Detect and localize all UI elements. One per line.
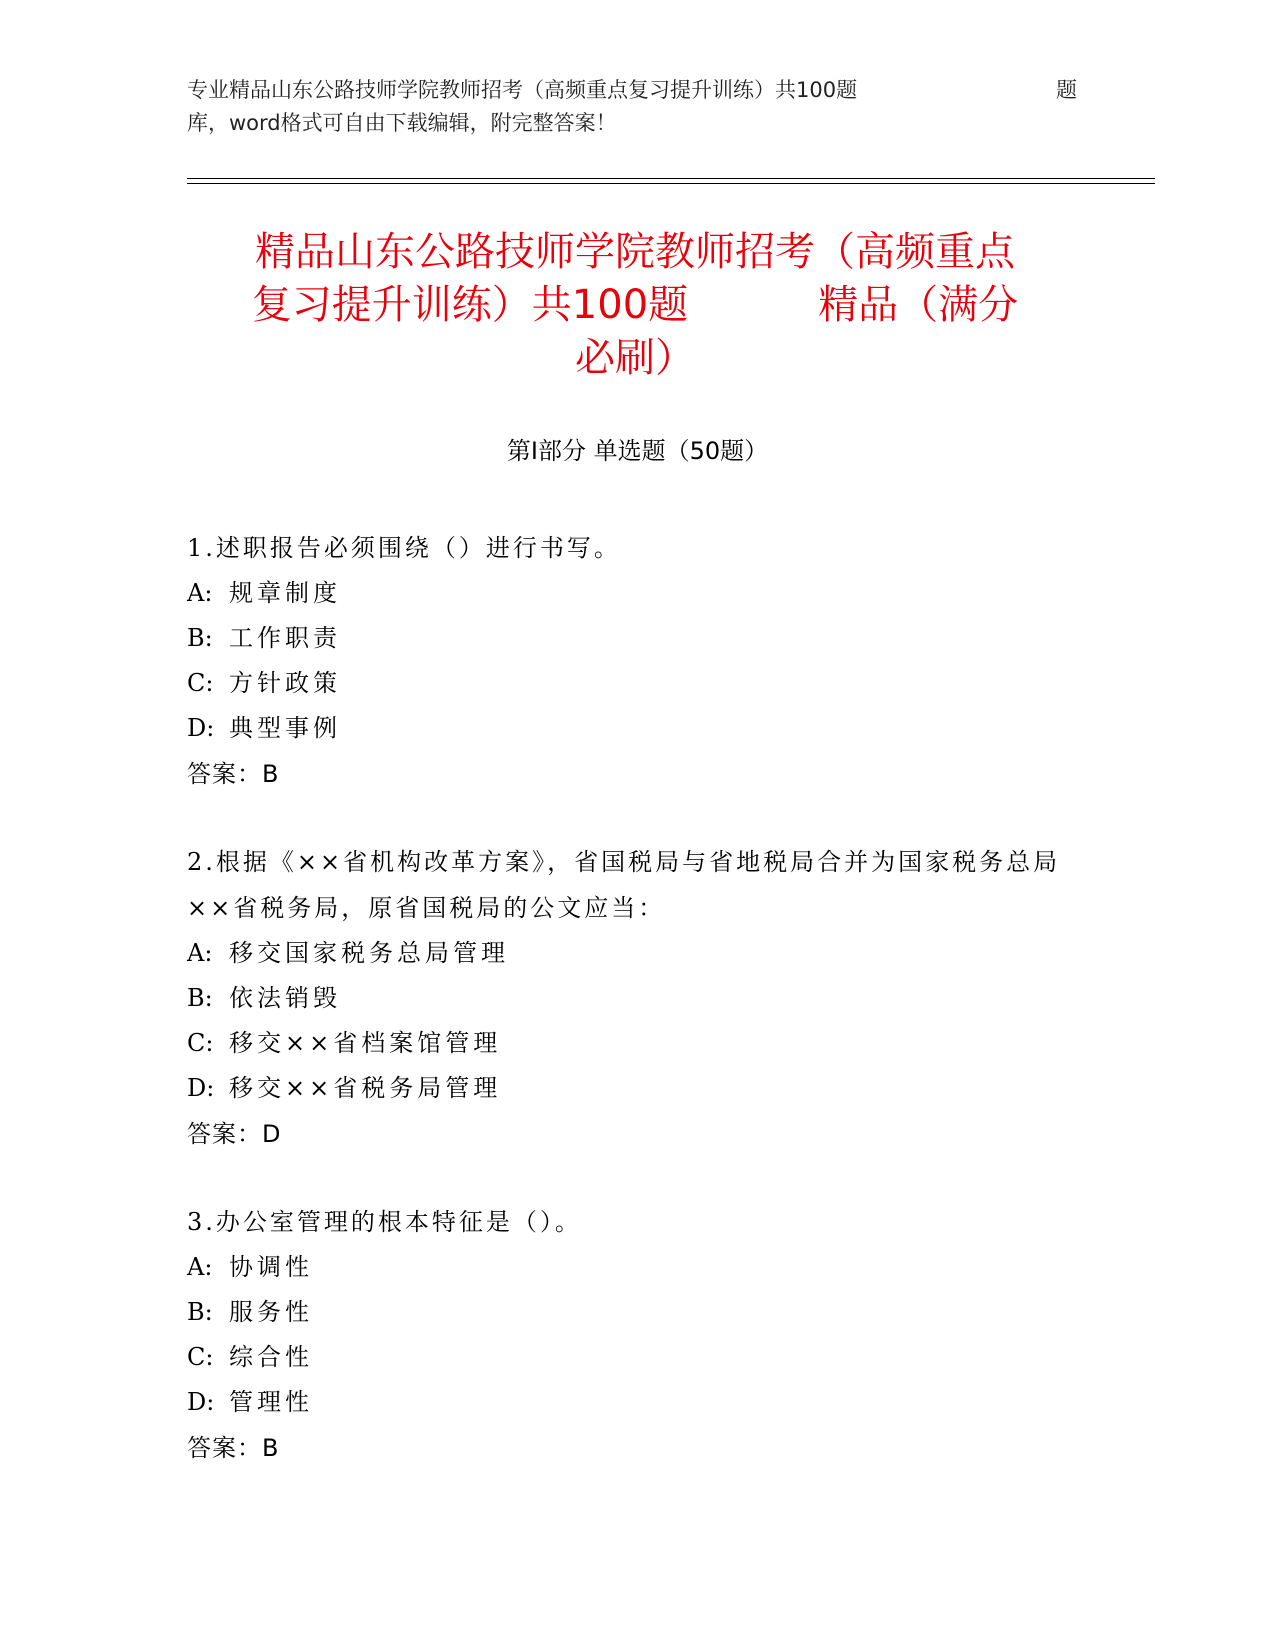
option-text: 移交××省税务局管理 bbox=[229, 1074, 502, 1102]
option-letter: A: bbox=[187, 1253, 213, 1281]
header-text-left: 专业精品山东公路技师学院教师招考（高频重点复习提升训练）共100题 bbox=[187, 78, 858, 102]
option-letter: D: bbox=[187, 714, 215, 742]
question-item bbox=[187, 839, 1087, 1157]
question-stem: 2.根据《××省机构改革方案》，省国税局与省地税局合并为国家税务总局××省税务局，原省国税局的公文应当： bbox=[187, 848, 1061, 922]
question-answer: 答案：B bbox=[187, 760, 280, 788]
option-letter: A: bbox=[187, 939, 213, 967]
option-letter: B: bbox=[187, 1298, 213, 1326]
option-text: 工作职责 bbox=[229, 624, 341, 652]
header-divider-bottom bbox=[187, 183, 1155, 184]
option-text: 协调性 bbox=[229, 1253, 313, 1281]
option-b bbox=[187, 1290, 1087, 1335]
option-letter: B: bbox=[187, 984, 213, 1012]
question-stem: 3.办公室管理的根本特征是（）。 bbox=[187, 1208, 582, 1236]
title-line-1: 精品山东公路技师学院教师招考（高频重点 bbox=[255, 229, 1015, 275]
title-line-2 bbox=[180, 279, 1090, 332]
option-text: 管理性 bbox=[229, 1388, 313, 1416]
question-answer: 答案：D bbox=[187, 1120, 282, 1148]
option-text: 规章制度 bbox=[229, 579, 341, 607]
option-c bbox=[187, 661, 1087, 706]
option-text: 典型事例 bbox=[229, 714, 341, 742]
question-answer: 答案：B bbox=[187, 1434, 280, 1462]
option-letter: C: bbox=[187, 1343, 214, 1371]
header-divider-top bbox=[187, 178, 1155, 179]
option-text: 服务性 bbox=[229, 1298, 313, 1326]
header-text-right: 题 bbox=[1056, 78, 1077, 102]
option-text: 移交国家税务总局管理 bbox=[229, 939, 509, 967]
option-a bbox=[187, 571, 1087, 616]
option-text: 综合性 bbox=[229, 1343, 313, 1371]
option-letter: C: bbox=[187, 1029, 214, 1057]
title-line-2-left: 复习提升训练）共100题 bbox=[251, 282, 689, 328]
option-letter: C: bbox=[187, 669, 214, 697]
option-text: 依法销毁 bbox=[229, 984, 341, 1012]
option-d bbox=[187, 706, 1087, 751]
question-stem: 1.述职报告必须围绕（）进行书写。 bbox=[187, 534, 621, 562]
header-line-2: 库，word格式可自由下载编辑，附完整答案！ bbox=[187, 111, 617, 135]
option-letter: B: bbox=[187, 624, 213, 652]
section-title: 第Ⅰ部分 单选题（50题） bbox=[506, 437, 769, 465]
option-a bbox=[187, 1245, 1087, 1290]
option-d bbox=[187, 1380, 1087, 1425]
option-b bbox=[187, 976, 1087, 1021]
question-list bbox=[187, 525, 1087, 1471]
title-line-3: 必刷） bbox=[575, 335, 695, 381]
option-c bbox=[187, 1335, 1087, 1380]
document-title bbox=[180, 226, 1090, 385]
question-item bbox=[187, 1199, 1087, 1471]
question-item bbox=[187, 525, 1087, 797]
header-line-1 bbox=[187, 74, 1077, 107]
option-b bbox=[187, 616, 1087, 661]
option-text: 方针政策 bbox=[229, 669, 341, 697]
page-header bbox=[187, 74, 1077, 140]
title-line-2-right: 精品（满分 bbox=[818, 282, 1019, 328]
option-d bbox=[187, 1066, 1087, 1111]
option-a bbox=[187, 931, 1087, 976]
option-letter: A: bbox=[187, 579, 213, 607]
option-text: 移交××省档案馆管理 bbox=[229, 1029, 502, 1057]
option-letter: D: bbox=[187, 1074, 215, 1102]
option-letter: D: bbox=[187, 1388, 215, 1416]
option-c bbox=[187, 1021, 1087, 1066]
